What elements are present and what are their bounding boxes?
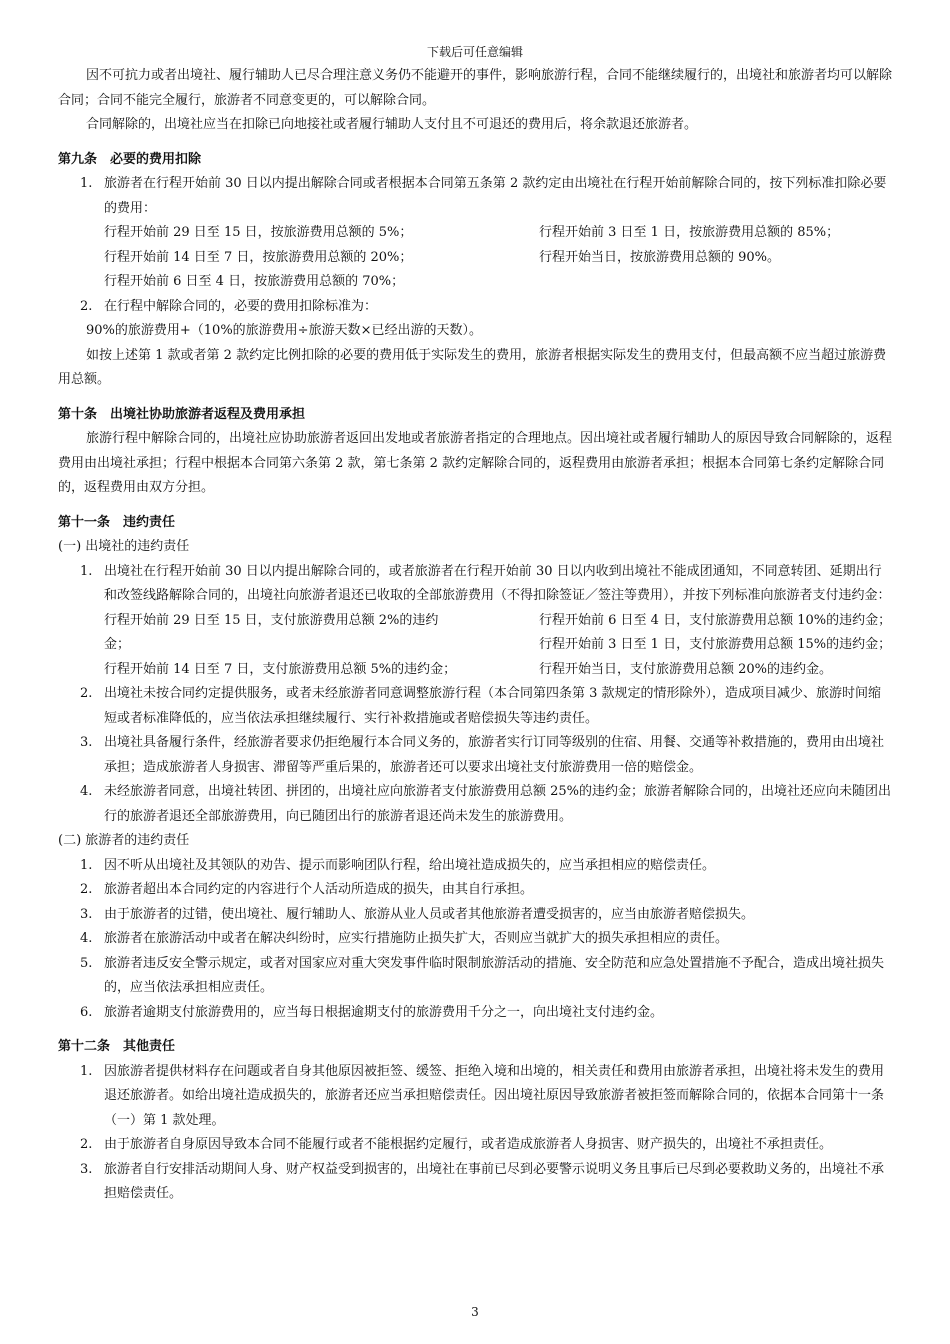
fee-item: 行程开始当日，按旅游费用总额的 90%。 (539, 249, 781, 265)
penalty-table (104, 609, 892, 683)
list-item: 6. 旅游者逾期支付旅游费用的，应当每日根据逾期支付的旅游费用千分之一，向出境社支付违约金。 (80, 1004, 664, 1020)
article-11-heading: 第十一条 违约责任 (58, 514, 176, 530)
paragraph: 如按上述第 1 款或者第 2 款约定比例扣除的必要的费用低于实际发生的费用，旅游者根据实际发生的费用支付，但最高额不应当超过旅游费用总额。 (58, 347, 887, 387)
article-9-heading: 第九条 必要的费用扣除 (58, 151, 202, 167)
paragraph: 合同解除的，出境社应当在扣除已向地接社或者履行辅助人支付且不可退还的费用后，将余款退还旅游者。 (86, 117, 698, 132)
penalty-right-column (539, 609, 892, 683)
page-header: 下载后可任意编辑 (426, 45, 523, 59)
list-item: 2. 在行程中解除合同的，必要的费用扣除标准为： (80, 298, 378, 314)
fee-table (104, 221, 892, 295)
list-item: 2. 由于旅游者自身原因导致本合同不能履行或者不能根据约定履行，或者造成旅游者人身损害、财产损失的，出境社不承担责任。 (80, 1137, 833, 1152)
fee-item: 行程开始前 3 日至 1 日，按旅游费用总额的 85%； (539, 225, 840, 240)
list-item: 2. 旅游者超出本合同约定的内容进行个人活动所造成的损失，由其自行承担。 (80, 882, 534, 897)
fee-item (539, 270, 892, 295)
paragraph: 旅游行程中解除合同的，出境社应协助旅游者返回出发地或者旅游者指定的合理地点。因出境社或者履行辅助人的原因导致合同解除的，返程费用由出境社承担；行程中根据本合同第六条第 2 款，第七条第 2 款约定解除合同的，返程费用由旅游者承担；根据本合同第七条约定解除合同的，返程费用由双方分担。 (58, 431, 893, 495)
list-item: 3. 由于旅游者的过错，使出境社、履行辅助人、旅游从业人员或者其他旅游者遭受损害的，应当由旅游者赔偿损失。 (80, 906, 755, 922)
list-item: 3. 旅游者自行安排活动期间人身、财产权益受到损害的，出境社在事前已尽到必要警示说明义务且事后已尽到必要救助义务的，出境社不承担赔偿责任。 (80, 1161, 885, 1201)
formula: 90%的旅游费用+（10%的旅游费用÷旅游天数×已经出游的天数）。 (86, 323, 482, 338)
penalty-item: 行程开始前 6 日至 4 日，支付旅游费用总额 10%的违约金； (539, 612, 892, 628)
page-number: 3 (471, 1305, 479, 1319)
document-body (58, 64, 892, 1207)
list-item: 1. 因旅游者提供材料存在问题或者自身其他原因被拒签、缓签、拒绝入境和出境的，相关责任和费用由旅游者承担，出境社将未发生的费用退还旅游者。如给出境社造成损失的，旅游者还应当承担赔偿责任。因出境社原因导致旅游者被拒签而解除合同的，依据本合同第十一条（一）第 1 款处理。 (80, 1063, 885, 1128)
list-item: 1. 旅游者在行程开始前 30 日以内提出解除合同或者根据本合同第五条第 2 款约定由出境社在行程开始前解除合同的，按下列标准扣除必要的费用： (80, 176, 887, 216)
list-item: 1. 出境社在行程开始前 30 日以内提出解除合同的，或者旅游者在行程开始前 30 日以内收到出境社不能成团通知，不同意转团、延期出行和改签线路解除合同的，出境社向旅游者退还已收取的全部旅游费用（不得扣除签证／签注等费用），并按下列标准向旅游者支付违约金： (80, 563, 891, 603)
subsection-heading: (二) 旅游者的违约责任 (58, 833, 190, 848)
list-item: 1. 因不听从出境社及其领队的劝告、提示而影响团队行程，给出境社造成损失的，应当承担相应的赔偿责任。 (80, 857, 716, 873)
paragraph: 因不可抗力或者出境社、履行辅助人已尽合理注意义务仍不能避开的事件，影响旅游行程，合同不能继续履行的，出境社和旅游者均可以解除合同；合同不能完全履行，旅游者不同意变更的，可以解除合同。 (58, 68, 893, 108)
penalty-left-column (104, 609, 539, 683)
article-10-heading: 第十条 出境社协助旅游者返程及费用承担 (58, 406, 306, 422)
penalty-item: 行程开始当日，支付旅游费用总额 20%的违约金。 (539, 661, 833, 677)
list-item: 3. 出境社具备履行条件，经旅游者要求仍拒绝履行本合同义务的，旅游者实行订同等级别的住宿、用餐、交通等补救措施的，费用由出境社承担；造成旅游者人身损害、滞留等严重后果的，旅游者还可以要求出境社支付旅游费用一倍的赔偿金。 (80, 735, 885, 775)
list-item: 2. 出境社未按合同约定提供服务，或者未经旅游者同意调整旅游行程（本合同第四条第 3 款规定的情形除外），造成项目减少、旅游时间缩短或者标准降低的，应当依法承担继续履行、实行补救措施或者赔偿损失等违约责任。 (80, 686, 882, 726)
fee-item: 行程开始前 14 日至 7 日，按旅游费用总额的 20%； (104, 249, 413, 265)
list-item: 4. 旅游者在旅游活动中或者在解决纠纷时，应实行措施防止损失扩大，否则应当就扩大的损失承担相应的责任。 (80, 931, 729, 946)
fee-item: 行程开始前 29 日至 15 日，按旅游费用总额的 5%； (104, 225, 413, 240)
penalty-item: 行程开始前 3 日至 1 日，支付旅游费用总额 15%的违约金； (539, 637, 892, 652)
list-item: 4. 未经旅游者同意，出境社转团、拼团的，出境社应向旅游者支付旅游费用总额 25%的违约金；旅游者解除合同的，出境社还应向未随团出行的旅游者退还全部旅游费用，向已随团出行的旅游者退还尚未发生的旅游费用。 (80, 784, 892, 824)
list-item: 5. 旅游者违反安全警示规定，或者对国家应对重大突发事件临时限制旅游活动的措施、安全防范和应急处置措施不予配合，造成出境社损失的，应当依法承担相应责任。 (80, 955, 885, 995)
article-12-heading: 第十二条 其他责任 (58, 1039, 176, 1054)
penalty-item: 行程开始前 14 日至 7 日，支付旅游费用总额 5%的违约金； (104, 661, 457, 677)
penalty-item: 行程开始前 29 日至 15 日，支付旅游费用总额 2%的违约金； (104, 612, 439, 652)
subsection-heading: (一) 出境社的违约责任 (58, 539, 190, 554)
fee-item: 行程开始前 6 日至 4 日，按旅游费用总额的 70%； (104, 274, 405, 289)
